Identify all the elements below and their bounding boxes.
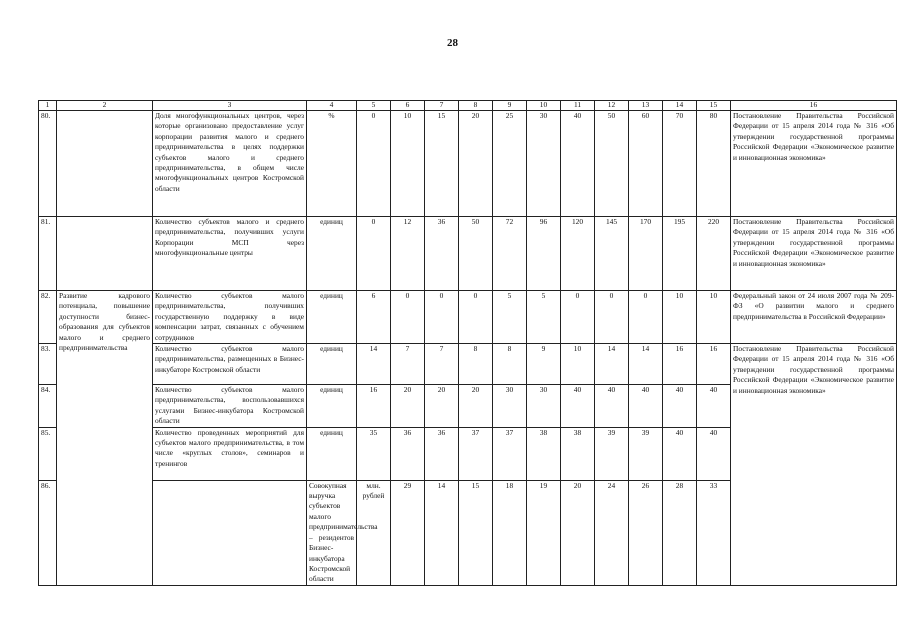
value-cell: 40 [595,385,629,428]
unit-cell: единиц [307,427,357,480]
row-number: 80. [39,111,57,217]
value-cell: 0 [459,291,493,344]
value-cell: 26 [629,480,663,585]
value-cell: 25 [493,111,527,217]
value-cell: 5 [493,291,527,344]
unit-cell: единиц [307,385,357,428]
value-cell: 14 [629,344,663,385]
value-cell: 10 [561,344,595,385]
indicator-name: Доля многофункциональных центров, через которые организовано предоставление услуг корпорации развития малого и среднего предпринимательства в целях поддержки субъектов малого и среднего предпринимательства, в общем числе многофункциональных центров Костромской области [153,111,307,217]
row-number: 81. [39,217,57,291]
value-cell: 15 [459,480,493,585]
value-cell: 37 [493,427,527,480]
value-cell: 40 [561,111,595,217]
value-cell: 30 [527,111,561,217]
column-header: 6 [391,101,425,111]
value-cell: 19 [527,480,561,585]
direction-cell [57,111,153,217]
value-cell: 170 [629,217,663,291]
value-cell: 6 [357,291,391,344]
value-cell: 220 [697,217,731,291]
value-cell: 40 [663,427,697,480]
value-cell: 33 [697,480,731,585]
value-cell: 16 [697,344,731,385]
row-number: 84. [39,385,57,428]
value-cell: 5 [527,291,561,344]
value-cell: 10 [663,291,697,344]
value-cell: 30 [527,385,561,428]
row-number: 86. [39,480,57,585]
value-cell: 7 [425,344,459,385]
value-cell: 195 [663,217,697,291]
value-cell: 20 [561,480,595,585]
column-header: 12 [595,101,629,111]
value-cell: 40 [629,385,663,428]
value-cell: 30 [493,385,527,428]
table-row [39,291,897,344]
value-cell: 20 [459,385,493,428]
value-cell: 39 [595,427,629,480]
table-body [39,101,897,586]
indicator-name: Количество субъектов малого предпринимательства, воспользовавшихся услугами Бизнес-инкубатора Костромской области [153,385,307,428]
value-cell: 29 [391,480,425,585]
value-cell: 40 [663,385,697,428]
value-cell: 14 [595,344,629,385]
row-number: 82. [39,291,57,344]
table-row [39,111,897,217]
direction-cell [57,217,153,291]
value-cell: 15 [425,111,459,217]
table-row [39,217,897,291]
value-cell: 36 [425,427,459,480]
value-cell: 16 [357,385,391,428]
value-cell: 0 [357,111,391,217]
value-cell: 120 [561,217,595,291]
value-cell: 14 [425,480,459,585]
value-cell: 0 [629,291,663,344]
indicator-name: Совокупная выручка субъектов малого предпринимательства – резидентов Бизнес-инкубатора Костромской области [307,480,357,585]
legal-basis-cell: Постановление Правительства Российской Федерации от 15 апреля 2014 года № 316 «Об утверждении государственной программы Российской Федерации «Экономическое развитие и инновационная экономика» [731,217,897,291]
value-cell: 16 [663,344,697,385]
unit-cell: единиц [307,344,357,385]
column-header: 14 [663,101,697,111]
column-header: 3 [153,101,307,111]
column-header: 4 [307,101,357,111]
value-cell: 7 [391,344,425,385]
value-cell: 20 [425,385,459,428]
indicator-name: Количество субъектов малого и среднего предпринимательства, получивших услуги Корпорации МСП через многофункциональные центры [153,217,307,291]
value-cell: 0 [561,291,595,344]
unit-cell: единиц [307,217,357,291]
column-header: 11 [561,101,595,111]
value-cell: 14 [357,344,391,385]
value-cell: 8 [459,344,493,385]
value-cell: 0 [357,217,391,291]
value-cell: 70 [663,111,697,217]
column-header: 13 [629,101,663,111]
direction-cell [153,480,307,585]
column-header: 7 [425,101,459,111]
value-cell: 12 [391,217,425,291]
column-header: 16 [731,101,897,111]
value-cell: 40 [697,427,731,480]
value-cell: 24 [595,480,629,585]
value-cell: 20 [459,111,493,217]
indicator-name: Количество субъектов малого предпринимательства, получивших государственную поддержку в виде компенсации затрат, связанных с обучением сотрудников [153,291,307,344]
column-header: 1 [39,101,57,111]
value-cell: 18 [493,480,527,585]
indicator-name: Количество субъектов малого предпринимательства, размещенных в Бизнес-инкубаторе Костромской области [153,344,307,385]
value-cell: 9 [527,344,561,385]
column-header: 9 [493,101,527,111]
column-header: 10 [527,101,561,111]
value-cell: 8 [493,344,527,385]
value-cell: 0 [595,291,629,344]
value-cell: 38 [527,427,561,480]
value-cell: 35 [357,427,391,480]
page-number: 28 [447,37,458,49]
column-header: 5 [357,101,391,111]
table-row [39,344,897,385]
value-cell: 50 [595,111,629,217]
value-cell: 20 [391,385,425,428]
value-cell: 72 [493,217,527,291]
value-cell: 38 [561,427,595,480]
unit-cell: % [307,111,357,217]
value-cell: 0 [391,291,425,344]
column-header: 15 [697,101,731,111]
unit-cell: единиц [307,291,357,344]
direction-cell: Развитие кадрового потенциала, повышение доступности бизнес-образования для субъектов малого и среднего предпринимательства [57,291,153,586]
legal-basis-cell: Постановление Правительства Российской Федерации от 15 апреля 2014 года № 316 «Об утверждении государственной программы Российской Федерации «Экономическое развитие и инновационная экономика» [731,111,897,217]
column-header: 2 [57,101,153,111]
value-cell: 80 [697,111,731,217]
indicator-name: Количество проведенных мероприятий для субъектов малого предпринимательства, в том числе «круглых столов», семинаров и тренингов [153,427,307,480]
value-cell: 28 [663,480,697,585]
value-cell: 10 [697,291,731,344]
unit-cell: млн. рублей [357,480,391,585]
legal-basis-cell: Федеральный закон от 24 июля 2007 года № 209-ФЗ «О развитии малого и среднего предпринимательства в Российской Федерации» [731,291,897,344]
value-cell: 40 [697,385,731,428]
value-cell: 37 [459,427,493,480]
value-cell: 50 [459,217,493,291]
value-cell: 96 [527,217,561,291]
value-cell: 0 [425,291,459,344]
row-number: 85. [39,427,57,480]
value-cell: 40 [561,385,595,428]
value-cell: 36 [391,427,425,480]
value-cell: 39 [629,427,663,480]
indicators-table [38,100,897,586]
column-header: 8 [459,101,493,111]
header-row [39,101,897,111]
value-cell: 36 [425,217,459,291]
value-cell: 60 [629,111,663,217]
value-cell: 145 [595,217,629,291]
row-number: 83. [39,344,57,385]
value-cell: 10 [391,111,425,217]
legal-basis-cell: Постановление Правительства Российской Федерации от 15 апреля 2014 года № 316 «Об утверждении государственной программы Российской Федерации «Экономическое развитие и инновационная экономика» [731,344,897,586]
